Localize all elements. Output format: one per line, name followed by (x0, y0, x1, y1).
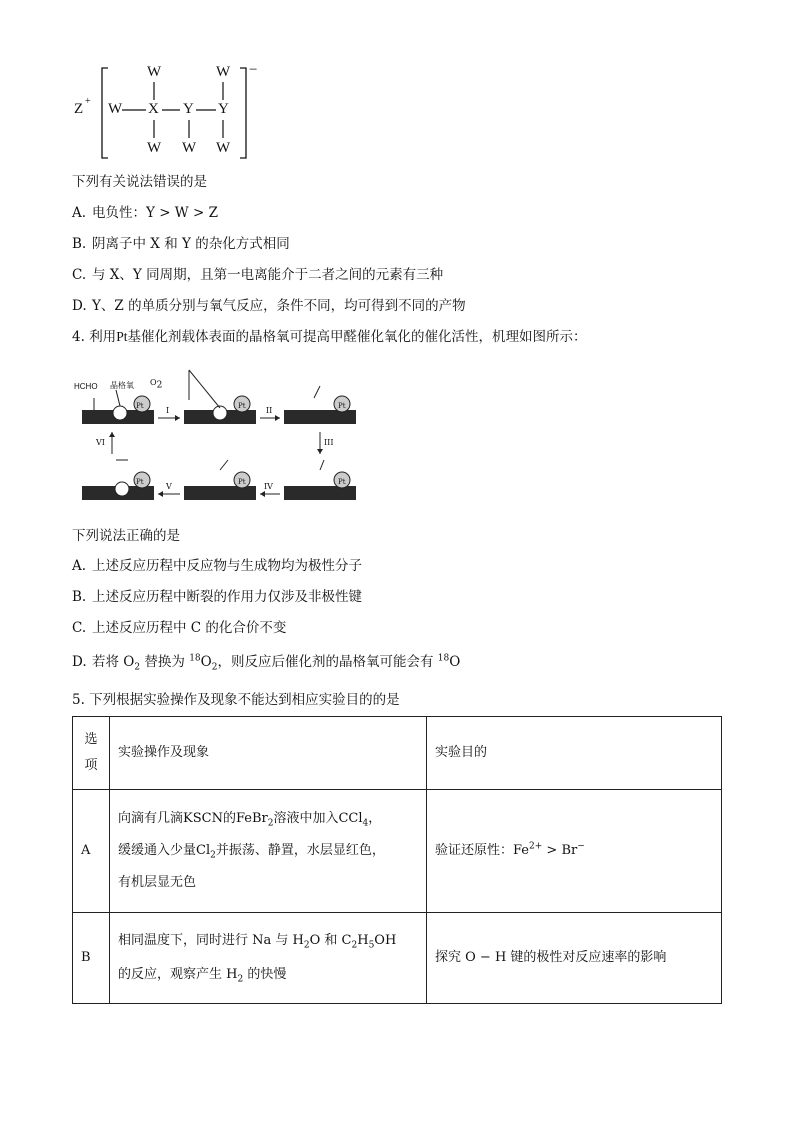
pt-label: Pt (136, 402, 144, 410)
header-option: 选 项 (73, 717, 110, 790)
row-operation: 相同温度下，同时进行 Na 与 $H_2O$ 和 $C_2H_5OH$ 的反应，观察产生 $H_2$ 的快慢 (110, 913, 427, 1004)
step-label: I (166, 406, 170, 415)
label-hcho: HCHO (74, 382, 98, 391)
table-header-row (73, 717, 722, 790)
q4-stem: 4. 利用Pt基催化剂载体表面的晶格氧可提高甲醛催化氧化的催化活性，机理如图所示： (72, 329, 587, 345)
q3-option-c: C. 与 X、Y 同周期，且第一电离能介于二者之间的元素有三种 (72, 267, 444, 283)
atom-x: X (148, 101, 159, 117)
q3-option-a: A. 电负性：Y > W > Z (72, 205, 218, 221)
row-operation: 向滴有几滴KSCN的FeBr$_2$溶液中加入CCl$_4$， 缓缓通入少量$Cl_2$并振荡、静置，水层显红色， 有机层显无色 (110, 790, 427, 913)
cation-symbol: Z (74, 101, 84, 117)
step-label: V (166, 482, 172, 491)
atom-w: W (216, 64, 231, 80)
q3-option-b: B. 阴离子中 X 和 Y 的杂化方式相同 (72, 236, 290, 252)
structure-formula (70, 60, 270, 165)
step-label: VI (96, 438, 105, 447)
atom-w: W (147, 64, 162, 80)
pt-label: Pt (136, 478, 144, 486)
pt-label: Pt (338, 402, 346, 410)
cation-charge: + (85, 96, 91, 107)
step-label: IV (264, 482, 273, 491)
pt-label: Pt (338, 478, 346, 486)
label-lattice-oxygen: 晶格氧 (110, 381, 134, 390)
q5-stem: 5. 下列根据实验操作及现象不能达到相应实验目的的是 (72, 692, 400, 708)
q3-option-d: D. Y、Z 的单质分别与氧气反应，条件不同，均可得到不同的产物 (72, 298, 466, 314)
header-operation: 实验操作及现象 (110, 717, 427, 790)
anion-charge: − (249, 62, 258, 78)
q4-option-a: A. 上述反应历程中反应物与生成物均为极性分子 (72, 558, 362, 574)
q4-option-d: D. 若将 $O_2$ 替换为 $^{18}O_2$，则反应后催化剂的晶格氧可能会有 $^{18}$O (72, 653, 461, 673)
row-option: B (73, 913, 110, 1004)
experiment-table (72, 716, 722, 1004)
row-purpose: 验证还原性：$Fe^{2+} > Br^-$ (427, 790, 722, 913)
row-purpose: 探究 O − H 键的极性对反应速率的影响 (427, 913, 722, 1004)
atom-w: W (147, 140, 162, 156)
table-row (73, 913, 722, 1004)
q4-option-b: B. 上述反应历程中断裂的作用力仅涉及非极性键 (72, 589, 362, 605)
step-label: II (266, 406, 273, 415)
q3-prompt: 下列有关说法错误的是 (72, 174, 207, 190)
atom-y: Y (218, 101, 229, 117)
step-label: III (324, 438, 334, 447)
row-option: A (73, 790, 110, 913)
q4-prompt: 下列说法正确的是 (72, 528, 180, 544)
atom-w: W (216, 140, 231, 156)
atom-w: W (182, 140, 197, 156)
header-purpose: 实验目的 (427, 717, 722, 790)
table-row (73, 790, 722, 913)
q4-option-c: C. 上述反应历程中 C 的化合价不变 (72, 620, 287, 636)
structure-bonds (70, 60, 270, 165)
atom-w: W (108, 101, 123, 117)
pt-label: Pt (238, 402, 246, 410)
pt-label: Pt (238, 478, 246, 486)
mechanism-diagram (72, 360, 362, 512)
label-o2: $O_2$ (150, 378, 163, 391)
atom-y: Y (183, 101, 194, 117)
